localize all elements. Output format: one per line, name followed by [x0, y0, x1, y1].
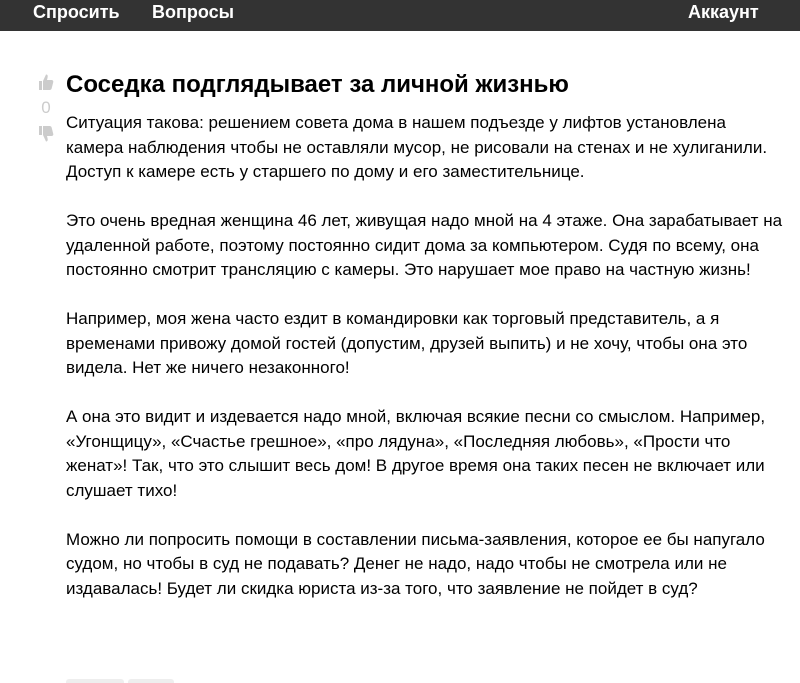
thumbs-up-icon[interactable]	[36, 72, 56, 92]
nav-questions-link[interactable]: Вопросы	[152, 2, 235, 22]
question-paragraph: А она это видит и издевается надо мной, включая всякие песни со смыслом. Например, «Угонщицу», «Счастье грешное», «про лядуна», «Последняя любовь», «Прости что женат»! Так, что это слышит весь дом! В другое время она таких песен не включает или слушает тихо!	[66, 407, 766, 500]
question-paragraph: Можно ли попросить помощи в составлении письма-заявления, которое ее бы напугало судом, но чтобы в суд не подавать? Денег не надо, надо чтобы не смотрела или не издавалась! Будет ли скидка юриста из-за того, что заявление не пойдет в суд?	[66, 529, 765, 598]
question-title: Соседка подглядывает за личной жизнью	[66, 71, 569, 98]
question-paragraph: Ситуация такова: решением совета дома в нашем подъезде у лифтов установлена камера наблюдения чтобы не оставляли мусор, не рисовали на стенах и не хулиганили. Доступ к камере есть у старшего по дому и его заместительнице.	[66, 113, 768, 181]
thumbs-up-icon-graphic	[36, 72, 56, 92]
nav-account-link[interactable]: Аккаунт	[688, 2, 759, 22]
question-paragraph: Это очень вредная женщина 46 лет, живущая надо мной на 4 этаже. Она зарабатывает на удаленной работе, поэтому постоянно сидит дома за компьютером. Судя по всему, она постоянно смотрит трансляцию с камеры. Это нарушает мое право на частную жизнь!	[66, 211, 783, 279]
vote-count: 0	[41, 98, 51, 117]
answer-button-stub[interactable]	[66, 679, 124, 683]
thumbs-down-icon-graphic	[36, 124, 56, 144]
top-navigation-bar	[0, 0, 800, 31]
question-paragraph: Например, моя жена часто ездит в командировки как торговый представитель, а я временами привожу домой гостей (допустим, друзей выпить) и не хочу, чтобы она это видела. Нет же ничего незаконного!	[66, 309, 748, 377]
nav-ask-link[interactable]: Спросить	[33, 2, 120, 22]
question-body	[66, 111, 786, 626]
share-button-stub[interactable]	[128, 679, 174, 683]
thumbs-down-icon[interactable]	[36, 124, 56, 144]
